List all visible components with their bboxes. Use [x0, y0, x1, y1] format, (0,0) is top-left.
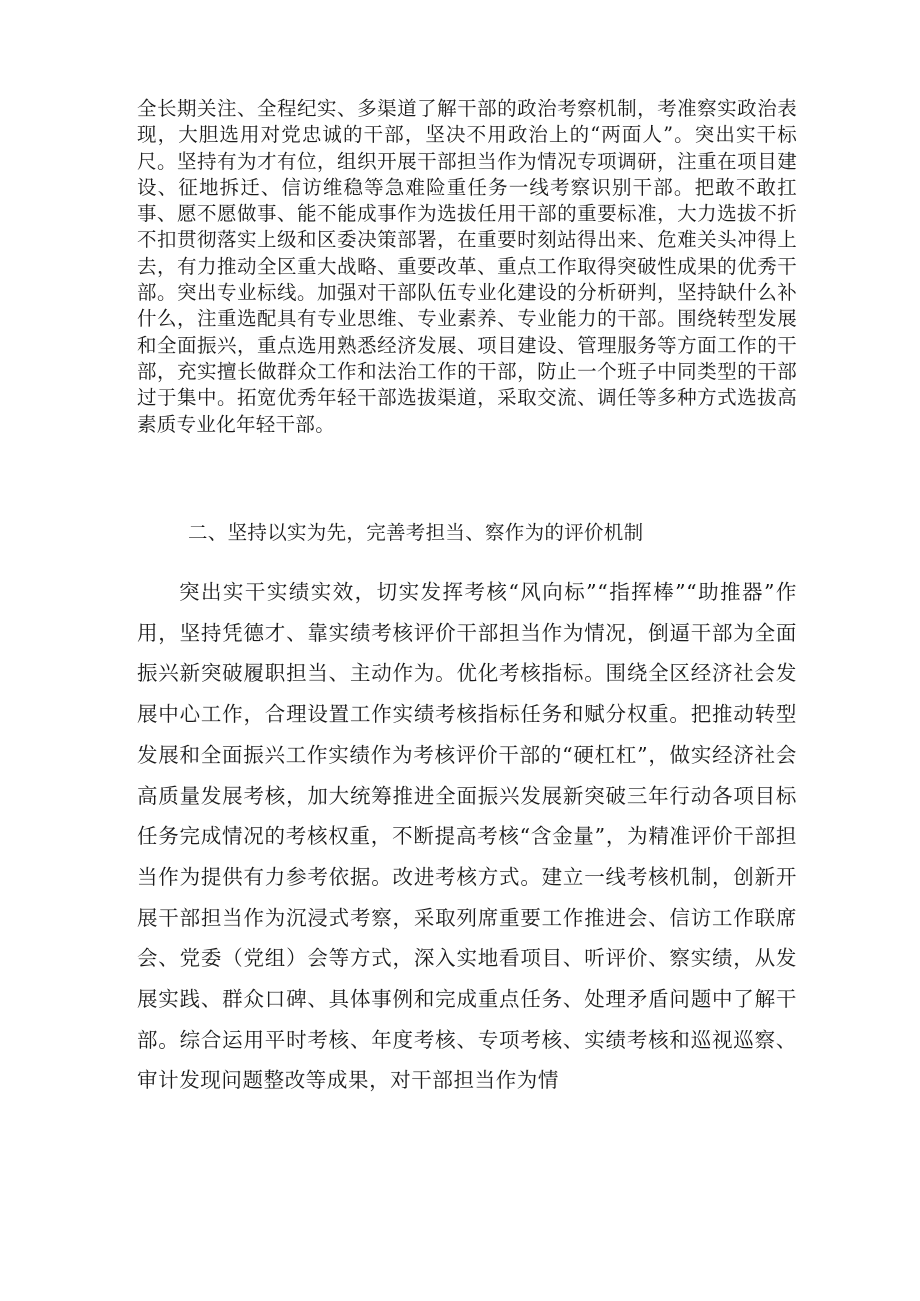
body-paragraph-1: 全长期关注、全程纪实、多渠道了解干部的政治考察机制，考准察实政治表现，大胆选用对党忠诚的干部，坚决不用政治上的“两面人”。突出实干标尺。坚持有为才有位，组织开展干部担当作为情况专项调研，注重在项目建设、征地拆迁、信访维稳等急难险重任务一线考察识别干部。把敢不敢扛事、愿不愿做事、能不能成事作为选拔任用干部的重要标准，大力选拔不折不扣贯彻落实上级和区委决策部署，在重要时刻站得出来、危难关头冲得上去，有力推动全区重大战略、重要改革、重点工作取得突破性成果的优秀干部。突出专业标线。加强对干部队伍专业化建设的分析研判，坚持缺什么补什么，注重选配具有专业思维、专业素养、专业能力的干部。围绕转型发展和全面振兴，重点选用熟悉经济发展、项目建设、管理服务等方面工作的干部，充实擅长做群众工作和法治工作的干部，防止一个班子中同类型的干部过于集中。拓宽优秀年轻干部选拔渠道，采取交流、调任等多种方式选拔高素质专业化年轻干部。: [137, 97, 797, 436]
body-paragraph-2: 突出实干实绩实效，切实发挥考核“风向标”“指挥棒”“助推器”作用，坚持凭德才、靠实绩考核评价干部担当作为情况，倒逼干部为全面振兴新突破履职担当、主动作为。优化考核指标。围绕全区经济社会发展中心工作，合理设置工作实绩考核指标任务和赋分权重。把推动转型发展和全面振兴工作实绩作为考核评价干部的“硬杠杠”，做实经济社会高质量发展考核，加大统筹推进全面振兴发展新突破三年行动各项目标任务完成情况的考核权重，不断提高考核“含金量”，为精准评价干部担当作为提供有力参考依据。改进考核方式。建立一线考核机制，创新开展干部担当作为沉浸式考察，采取列席重要工作推进会、信访工作联席会、党委（党组）会等方式，深入实地看项目、听评价、察实绩，从发展实践、群众口碑、具体事例和完成重点任务、处理矛盾问题中了解干部。综合运用平时考核、年度考核、专项考核、实绩考核和巡视巡察、审计发现问题整改等成果，对干部担当作为情: [137, 580, 797, 1093]
section-heading: 二、坚持以实为先，完善考担当、察作为的评价机制: [188, 521, 644, 544]
